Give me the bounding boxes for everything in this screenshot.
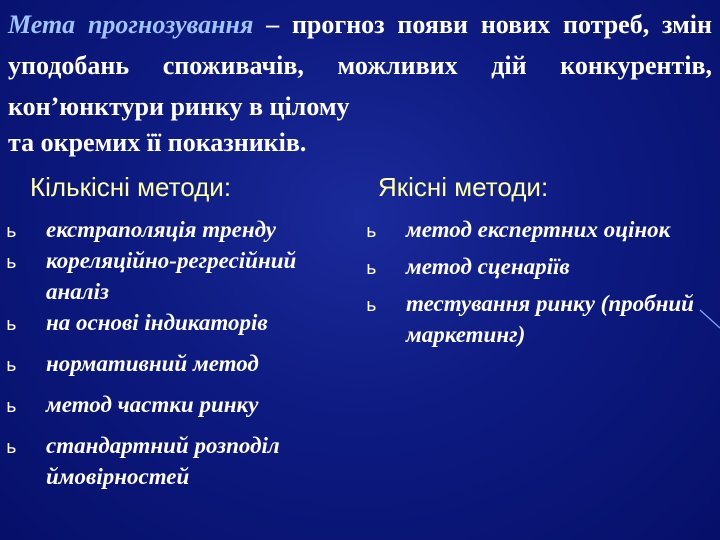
list-item [4,245,364,307]
list-item-label: метод сценаріїв [406,254,570,279]
qualitative-methods-list [364,214,694,350]
list-item-label: на основі індикаторів [46,310,268,335]
list-item-label: стандартний розподіл ймовірностей [46,433,280,489]
list-item [4,348,364,379]
bullet-icon: ь [6,221,17,242]
list-item [4,214,364,245]
list-item [4,307,364,338]
list-item-label: метод експертних оцінок [406,217,671,242]
list-item [364,251,694,282]
qualitative-methods-heading: Якісні методи: [378,172,549,202]
bullet-icon: ь [6,252,17,273]
bullet-icon: ь [6,314,17,335]
bullet-icon: ь [366,295,377,316]
goal-definition [8,4,712,127]
list-item [4,389,364,420]
bullet-icon: ь [366,221,377,242]
list-item-label: нормативний метод [46,351,259,376]
goal-definition-ending: та окремих її показників. [8,128,307,157]
goal-definition-text: – прогноз появи нових потреб, змін уподобань споживачів, можливих дій конкурентів, кон’юнктури ринку в цілому [8,10,713,121]
list-item-label: екстраполяція тренду [46,217,276,242]
list-item [4,430,364,492]
bullet-icon: ь [366,258,377,279]
list-item-label: кореляційно-регресійний аналіз [46,248,297,304]
decorative-line-icon [696,306,720,330]
quantitative-methods-list [4,214,364,492]
list-item [364,214,694,245]
list-item-label: тестування ринку (пробний маркетинг) [406,291,694,347]
goal-term: Мета прогнозування [8,10,254,39]
list-item [364,288,694,350]
bullet-icon: ь [6,355,17,376]
quantitative-methods-heading: Кількісні методи: [30,172,232,202]
list-item-label: метод частки ринку [46,392,259,417]
bullet-icon: ь [6,396,17,417]
bullet-icon: ь [6,437,17,458]
